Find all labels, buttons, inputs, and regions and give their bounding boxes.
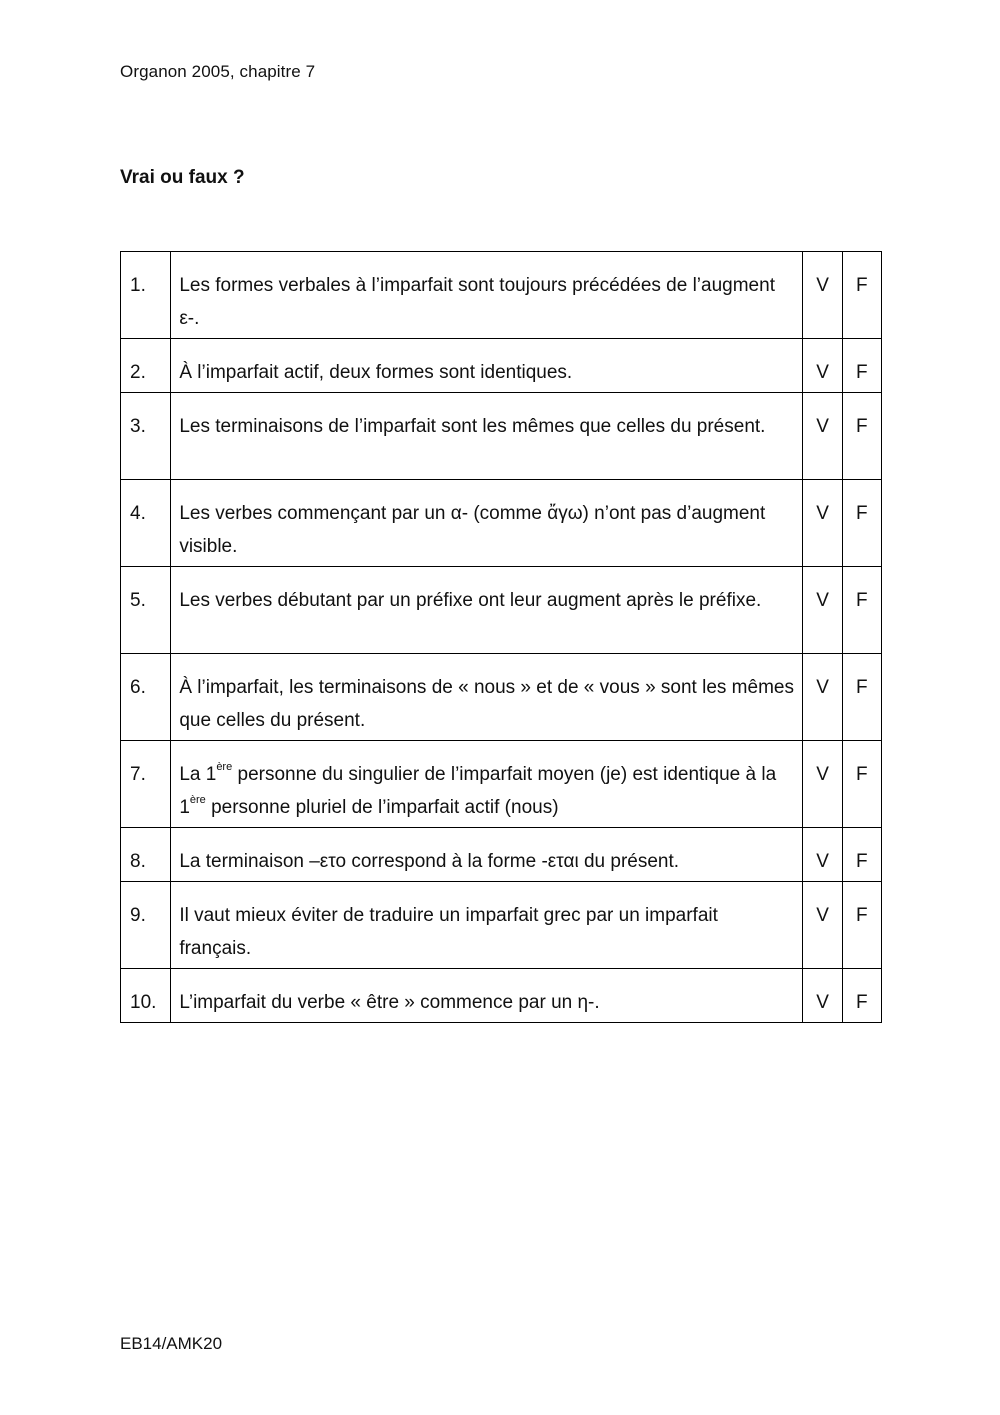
- question-row: [121, 828, 882, 882]
- question-statement: Les verbes commençant par un α- (comme ἄγω) n’ont pas d’augment visible.: [171, 480, 803, 567]
- question-statement: La terminaison –ετο correspond à la forme -εται du présent.: [171, 828, 803, 882]
- question-number: 4.: [121, 480, 171, 567]
- true-option[interactable]: V: [803, 969, 842, 1023]
- question-statement: Les verbes débutant par un préfixe ont leur augment après le préfixe.: [171, 567, 803, 654]
- statement-part: La 1: [179, 764, 217, 785]
- question-statement: Il vaut mieux éviter de traduire un imparfait grec par un imparfait français.: [171, 882, 803, 969]
- false-option[interactable]: F: [842, 969, 881, 1023]
- false-option[interactable]: F: [842, 654, 881, 741]
- question-row: [121, 882, 882, 969]
- question-number: 8.: [121, 828, 171, 882]
- true-option[interactable]: V: [803, 480, 842, 567]
- exercise-title: Vrai ou faux ?: [120, 167, 245, 188]
- true-option[interactable]: V: [803, 882, 842, 969]
- question-number: 5.: [121, 567, 171, 654]
- question-number: 7.: [121, 741, 171, 828]
- true-option[interactable]: V: [803, 654, 842, 741]
- true-option[interactable]: V: [803, 741, 842, 828]
- false-option[interactable]: F: [842, 393, 881, 480]
- document-header: Organon 2005, chapitre 7: [120, 62, 316, 81]
- question-statement: À l’imparfait actif, deux formes sont identiques.: [171, 339, 803, 393]
- question-row: [121, 567, 882, 654]
- question-row: [121, 393, 882, 480]
- question-statement: L’imparfait du verbe « être » commence par un η-.: [171, 969, 803, 1023]
- question-row: [121, 480, 882, 567]
- question-statement: [171, 741, 803, 828]
- question-row: [121, 339, 882, 393]
- question-row: [121, 252, 882, 339]
- statement-part: personne du singulier de l’imparfait moyen (je) est identique à la 1: [179, 764, 777, 818]
- false-option[interactable]: F: [842, 567, 881, 654]
- false-option[interactable]: F: [842, 480, 881, 567]
- question-number: 1.: [121, 252, 171, 339]
- true-option[interactable]: V: [803, 339, 842, 393]
- true-false-table: [120, 251, 882, 1023]
- true-option[interactable]: V: [803, 567, 842, 654]
- question-number: 10.: [121, 969, 171, 1023]
- false-option[interactable]: F: [842, 252, 881, 339]
- true-option[interactable]: V: [803, 393, 842, 480]
- false-option[interactable]: F: [842, 828, 881, 882]
- question-number: 6.: [121, 654, 171, 741]
- false-option[interactable]: F: [842, 882, 881, 969]
- question-statement: Les terminaisons de l’imparfait sont les mêmes que celles du présent.: [171, 393, 803, 480]
- true-option[interactable]: V: [803, 828, 842, 882]
- document-footer: EB14/AMK20: [120, 1334, 223, 1353]
- question-statement: À l’imparfait, les terminaisons de « nous » et de « vous » sont les mêmes que celles du présent.: [171, 654, 803, 741]
- question-number: 9.: [121, 882, 171, 969]
- question-number: 2.: [121, 339, 171, 393]
- superscript: ère: [189, 793, 206, 806]
- true-option[interactable]: V: [803, 252, 842, 339]
- question-number: 3.: [121, 393, 171, 480]
- question-row: [121, 741, 882, 828]
- question-row: [121, 654, 882, 741]
- statement-part: personne pluriel de l’imparfait actif (nous): [205, 797, 559, 818]
- question-statement: Les formes verbales à l’imparfait sont toujours précédées de l’augment ε-.: [171, 252, 803, 339]
- superscript: ère: [216, 760, 233, 773]
- false-option[interactable]: F: [842, 741, 881, 828]
- question-row: [121, 969, 882, 1023]
- false-option[interactable]: F: [842, 339, 881, 393]
